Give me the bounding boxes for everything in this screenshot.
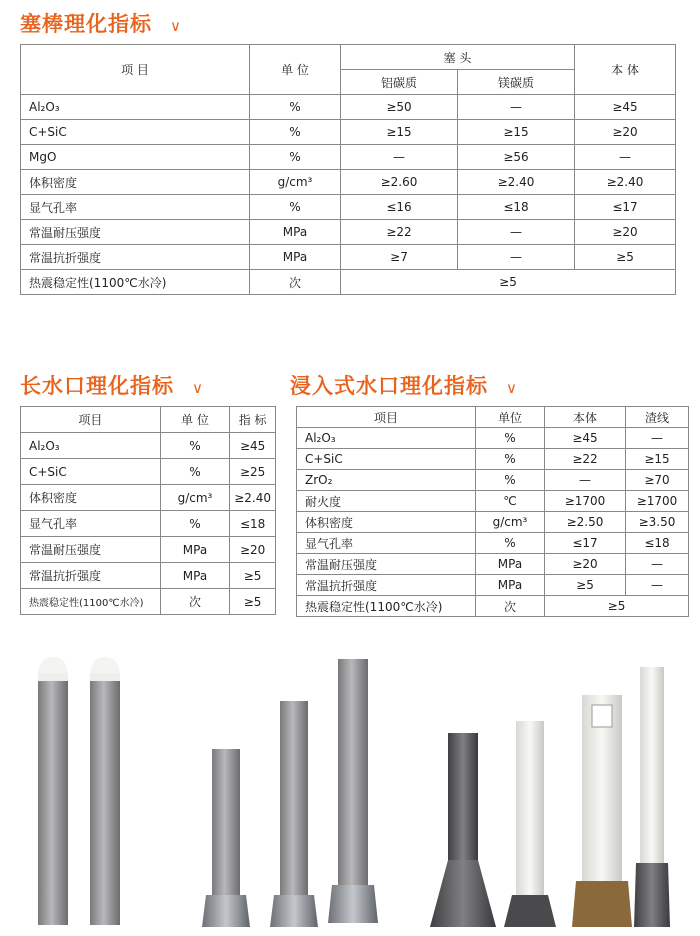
table-cell: MPa	[476, 554, 545, 575]
table-cell: ≥2.40	[575, 170, 676, 195]
table-cell: 体积密度	[21, 485, 161, 511]
table-cell: ≥15	[458, 120, 575, 145]
sen-image	[634, 667, 670, 927]
table-cell: %	[250, 95, 341, 120]
product-photos	[0, 645, 700, 936]
table-row	[297, 491, 689, 512]
table-cell: 常温耐压强度	[21, 220, 250, 245]
table-cell: ≤16	[341, 195, 458, 220]
table-row	[21, 145, 676, 170]
table-cell: ≥22	[341, 220, 458, 245]
table-cell: —	[626, 575, 689, 596]
table-cell: %	[250, 120, 341, 145]
table-cell: %	[476, 449, 545, 470]
table-cell: ≥25	[230, 459, 276, 485]
table-cell: %	[160, 459, 229, 485]
table-cell: g/cm³	[160, 485, 229, 511]
table-cell: Al₂O₃	[21, 433, 161, 459]
table-cell: %	[160, 433, 229, 459]
table-cell: g/cm³	[476, 512, 545, 533]
table-row	[297, 449, 689, 470]
table-cell: C+SiC	[297, 449, 476, 470]
table-cell: —	[341, 145, 458, 170]
table-cell: ≥50	[341, 95, 458, 120]
table-row	[21, 537, 276, 563]
table-cell: ≤18	[458, 195, 575, 220]
table-cell: 常温耐压强度	[21, 537, 161, 563]
table-cell: Al₂O₃	[21, 95, 250, 120]
table-cell: MgO	[21, 145, 250, 170]
header-item: 项目	[297, 407, 476, 428]
table-cell: MPa	[250, 220, 341, 245]
table-cell: ZrO₂	[297, 470, 476, 491]
stopper-rod-image	[38, 657, 68, 925]
sen-image	[430, 733, 496, 927]
sen-title	[290, 370, 518, 400]
table-row	[21, 485, 276, 511]
table-cell: Al₂O₃	[297, 428, 476, 449]
table-cell: 常温抗折强度	[21, 245, 250, 270]
table-row	[297, 470, 689, 491]
table-row	[21, 511, 276, 537]
table-cell: ≥45	[230, 433, 276, 459]
table-row	[297, 575, 689, 596]
table-cell: MPa	[476, 575, 545, 596]
table-cell: 次	[160, 589, 229, 615]
table-cell: ≥70	[626, 470, 689, 491]
table-cell: 次	[250, 270, 341, 295]
chevron-down-icon[interactable]: ∨	[170, 17, 182, 35]
table-cell: ≥3.50	[626, 512, 689, 533]
table-row	[21, 170, 676, 195]
table-cell: ≥5	[575, 245, 676, 270]
table-row	[21, 120, 676, 145]
table-cell: ≤18	[626, 533, 689, 554]
table-cell: ≥15	[626, 449, 689, 470]
table-cell: ≥2.40	[458, 170, 575, 195]
table-cell: ≤17	[545, 533, 626, 554]
ladle-shroud-table	[20, 406, 276, 615]
table-cell: ≥2.40	[230, 485, 276, 511]
header-body: 本体	[545, 407, 626, 428]
table-cell: 热震稳定性(1100℃水冷)	[21, 270, 250, 295]
table-cell: ≥1700	[626, 491, 689, 512]
table-cell: —	[458, 245, 575, 270]
ladle-shroud-image	[328, 659, 378, 923]
ladle-shroud-image	[270, 701, 318, 927]
table-cell: 常温抗折强度	[297, 575, 476, 596]
table-cell: ≥20	[230, 537, 276, 563]
table-cell: %	[476, 470, 545, 491]
table-cell: %	[160, 511, 229, 537]
header-slag: 渣线	[626, 407, 689, 428]
header-unit: 单位	[476, 407, 545, 428]
table-cell: —	[575, 145, 676, 170]
table-row	[21, 245, 676, 270]
table-cell: C+SiC	[21, 120, 250, 145]
table-cell: g/cm³	[250, 170, 341, 195]
table-row	[21, 433, 276, 459]
table-cell: ≥2.60	[341, 170, 458, 195]
header-body: 本 体	[575, 45, 676, 95]
sen-table	[296, 406, 689, 617]
table-cell: 显气孔率	[21, 511, 161, 537]
table-cell: ≥45	[545, 428, 626, 449]
table-cell: MPa	[250, 245, 341, 270]
table-cell: ≥45	[575, 95, 676, 120]
table-cell: ≥5	[230, 589, 276, 615]
header-unit: 单 位	[250, 45, 341, 95]
ladle-shroud-image	[202, 749, 250, 927]
table-row	[297, 428, 689, 449]
table-cell: %	[250, 145, 341, 170]
table-row	[297, 512, 689, 533]
table-row	[21, 589, 276, 615]
table-row	[21, 563, 276, 589]
stopper-title	[20, 8, 182, 38]
chevron-down-icon[interactable]: ∨	[506, 379, 518, 397]
table-cell: ≥7	[341, 245, 458, 270]
table-cell: ≤18	[230, 511, 276, 537]
table-cell: MPa	[160, 537, 229, 563]
table-cell: MPa	[160, 563, 229, 589]
table-cell: 常温耐压强度	[297, 554, 476, 575]
table-cell: 显气孔率	[21, 195, 250, 220]
table-cell: ≥5	[341, 270, 676, 295]
header-head: 塞 头	[341, 45, 575, 70]
header-index: 指 标	[230, 407, 276, 433]
table-cell: 热震稳定性(1100℃水冷)	[21, 589, 161, 615]
table-cell: %	[250, 195, 341, 220]
table-cell: ≥56	[458, 145, 575, 170]
table-cell: —	[626, 554, 689, 575]
table-cell: 热震稳定性(1100℃水冷)	[297, 596, 476, 617]
table-cell: ≥1700	[545, 491, 626, 512]
sen-image	[504, 721, 556, 927]
header-item: 项 目	[21, 45, 250, 95]
table-cell: %	[476, 428, 545, 449]
header-unit: 单 位	[160, 407, 229, 433]
table-cell: ≥15	[341, 120, 458, 145]
table-cell: ≥20	[545, 554, 626, 575]
table-cell: 体积密度	[297, 512, 476, 533]
table-cell: %	[476, 533, 545, 554]
ladle-shroud-title-text: 长水口理化指标	[20, 374, 174, 398]
table-row	[21, 95, 676, 120]
stopper-rod-image	[90, 657, 120, 925]
sen-image	[572, 695, 632, 927]
header-alc: 铝碳质	[341, 70, 458, 95]
stopper-title-text: 塞棒理化指标	[20, 12, 152, 36]
table-cell: ≤17	[575, 195, 676, 220]
table-cell: 常温抗折强度	[21, 563, 161, 589]
table-cell: 次	[476, 596, 545, 617]
header-mgc: 镁碳质	[458, 70, 575, 95]
table-cell: ≥5	[545, 575, 626, 596]
table-cell: 显气孔率	[297, 533, 476, 554]
table-cell: ≥2.50	[545, 512, 626, 533]
table-cell: —	[545, 470, 626, 491]
table-cell: ≥22	[545, 449, 626, 470]
table-cell: ≥20	[575, 220, 676, 245]
table-row	[21, 220, 676, 245]
table-cell: 体积密度	[21, 170, 250, 195]
table-cell: ≥5	[230, 563, 276, 589]
table-cell: —	[458, 220, 575, 245]
ladle-shroud-title	[20, 370, 204, 400]
table-cell: —	[626, 428, 689, 449]
table-row	[21, 195, 676, 220]
table-cell: ≥5	[545, 596, 689, 617]
table-cell: ℃	[476, 491, 545, 512]
table-cell: ≥20	[575, 120, 676, 145]
table-cell: 耐火度	[297, 491, 476, 512]
chevron-down-icon[interactable]: ∨	[192, 379, 204, 397]
table-row	[297, 554, 689, 575]
table-row	[297, 533, 689, 554]
stopper-table	[20, 44, 676, 295]
table-row	[21, 459, 276, 485]
header-item: 项目	[21, 407, 161, 433]
table-cell: C+SiC	[21, 459, 161, 485]
sen-title-text: 浸入式水口理化指标	[290, 374, 488, 398]
table-cell: —	[458, 95, 575, 120]
